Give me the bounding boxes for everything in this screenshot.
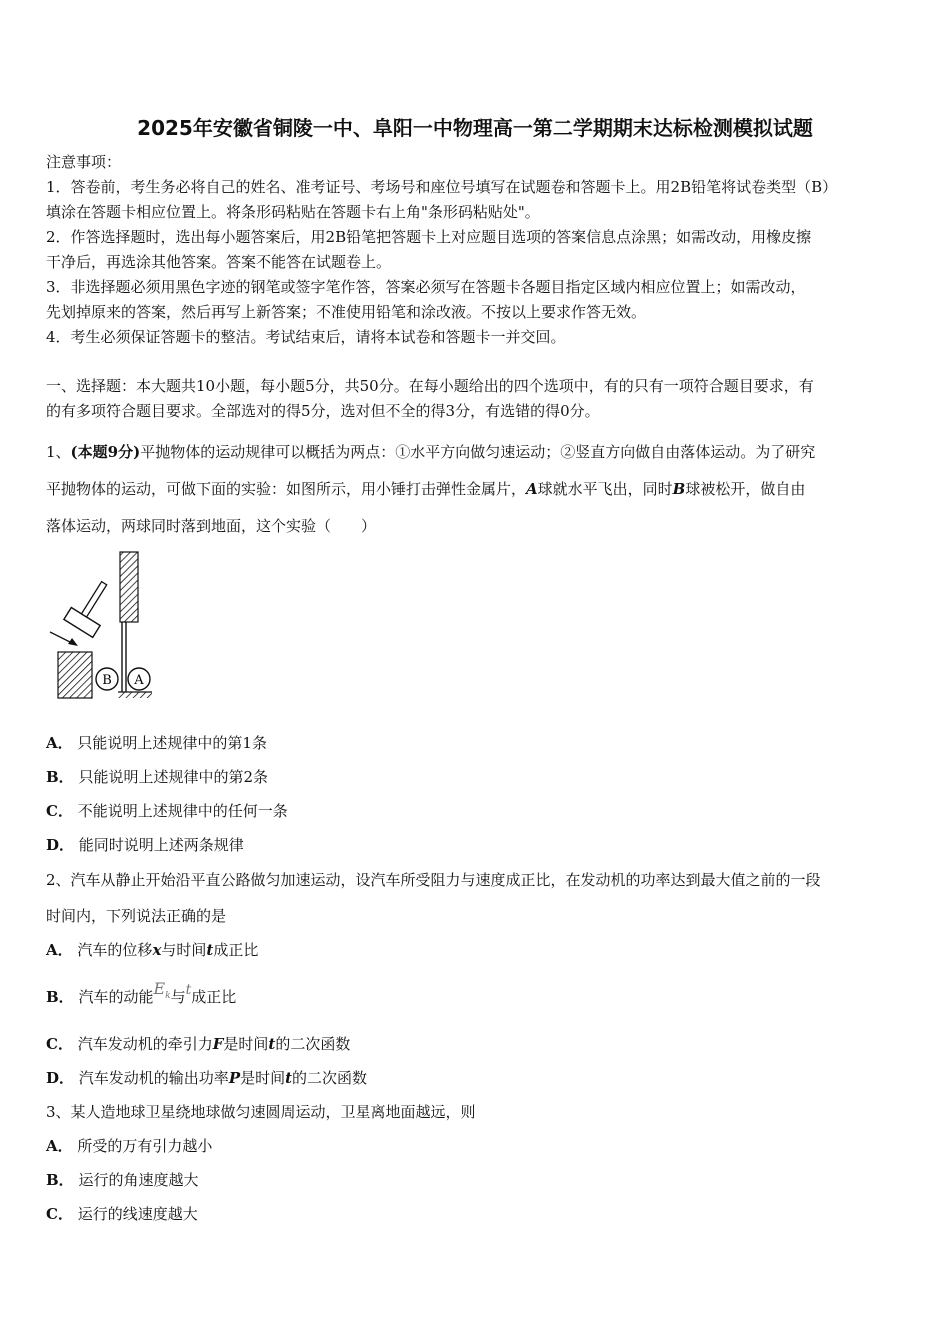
q2-option-b: B． 汽车的动能$E_k$与t成正比 — [46, 979, 237, 1006]
notice-line: 3．非选择题必须用黑色字迹的钢笔或签字笔作答，答案必须写在答题卡各题目指定区域内相应位置上；如需改动， — [46, 278, 806, 296]
q1-option-a: A． 只能说明上述规律中的第1条 — [46, 734, 267, 752]
q1-line2: 平抛物体的运动，可做下面的实验：如图所示，用小锤打击弹性金属片，A球就水平飞出，同时B球被松开，做自由 — [46, 480, 806, 498]
metal-sheet — [120, 552, 138, 622]
page-title: 2025年安徽省铜陵一中、阜阳一中物理高一第二学期期末达标检测模拟试题 — [137, 116, 813, 140]
section-line: 的有多项符合题目要求。全部选对的得5分，选对但不全的得3分，有选错的得0分。 — [46, 402, 600, 420]
notice-line: 先划掉原来的答案，然后再写上新答案；不准使用铅笔和涂改液。不按以上要求作答无效。 — [46, 303, 647, 321]
q3-option-c: C． 运行的线速度越大 — [46, 1205, 198, 1223]
q1-option-b: B． 只能说明上述规律中的第2条 — [46, 768, 269, 786]
q2-option-d: D． 汽车发动机的输出功率P是时间t的二次函数 — [46, 1069, 368, 1087]
ball-b-label: B — [102, 673, 112, 688]
hammer — [64, 575, 120, 637]
q3-option-b: B． 运行的角速度越大 — [46, 1171, 199, 1189]
q2-line2: 时间内，下列说法正确的是 — [46, 907, 227, 925]
notice-line: 2．作答选择题时，选出每小题答案后，用2B铅笔把答题卡上对应题目选项的答案信息点涂黑；如需改动，用橡皮擦 — [46, 228, 812, 246]
section-line: 一、选择题：本大题共10小题，每小题5分，共50分。在每小题给出的四个选项中，有的只有一项符合题目要求，有 — [46, 377, 814, 395]
notice-line: 1．答卷前，考生务必将自己的姓名、准考证号、考场号和座位号填写在试题卷和答题卡上。用2B铅笔将试卷类型（B） — [46, 178, 838, 196]
q1-number: 1、 — [46, 443, 71, 461]
q1-score: (本题9分) — [70, 443, 141, 461]
notice-line: 干净后，再选涂其他答案。答案不能答在试题卷上。 — [46, 253, 392, 271]
q2-option-c: C． 汽车发动机的牵引力F是时间t的二次函数 — [46, 1035, 351, 1053]
kinetic-energy-symbol: $E_k$ — [153, 979, 171, 1002]
notice-line: 填涂在答题卡相应位置上。将条形码粘贴在答题卡右上角"条形码粘贴处"。 — [46, 203, 540, 221]
ball-a-label: A — [134, 673, 144, 688]
q2-option-a: A． 汽车的位移x与时间t成正比 — [46, 941, 259, 959]
q1-option-c: C． 不能说明上述规律中的任何一条 — [46, 802, 288, 820]
q1-line1 — [46, 442, 815, 462]
notice-heading: 注意事项： — [46, 153, 122, 171]
q2-line1: 2、汽车从静止开始沿平直公路做匀加速运动，设汽车所受阻力与速度成正比，在发动机的功率达到最大值之前的一段 — [46, 871, 821, 889]
q1-text: 平抛物体的运动规律可以概括为两点：①水平方向做匀速运动；②竖直方向做自由落体运动。为了研究 — [140, 443, 816, 461]
notice-line: 4．考生必须保证答题卡的整洁。考试结束后，请将本试卷和答题卡一并交回。 — [46, 328, 566, 346]
q3-line1: 3、某人造地球卫星绕地球做匀速圆周运动，卫星离地面越远，则 — [46, 1103, 476, 1121]
q1-line3: 落体运动，两球同时落到地面，这个实验（ ） — [46, 517, 377, 535]
experiment-figure — [44, 546, 164, 701]
q3-option-a: A． 所受的万有引力越小 — [46, 1137, 213, 1155]
support-block — [58, 652, 92, 698]
q1-option-d: D． 能同时说明上述两条规律 — [46, 836, 244, 854]
